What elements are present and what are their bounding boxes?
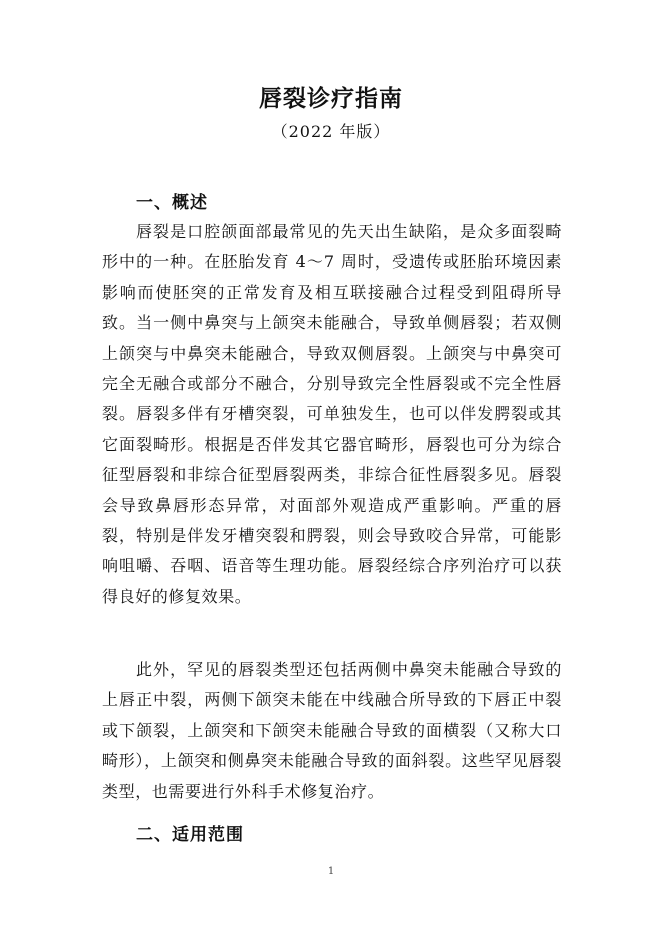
document-subtitle: （2022 年版）	[271, 122, 391, 141]
section-heading-scope: 二、适用范围	[136, 825, 244, 845]
overview-paragraph-1: 唇裂是口腔颌面部最常见的先天出生缺陷，是众多面裂畸形中的一种。在胚胎发育 4～7 周时，受遗传或胚胎环境因素影响而使胚突的正常发育及相互联接融合过程受到阻碍所导致。当一侧中鼻突与上颌突未能融合，导致单侧唇裂；若双侧上颌突与中鼻突未能融合，导致双侧唇裂。上颌突与中鼻突可完全无融合或部分不融合，分别导致完全性唇裂或不完全性唇裂。唇裂多伴有牙槽突裂，可单独发生，也可以伴发腭裂或其它面裂畸形。根据是否伴发其它器官畸形，唇裂也可分为综合征型唇裂和非综合征型唇裂两类，非综合征性唇裂多见。唇裂会导致鼻唇形态异常，对面部外观造成严重影响。严重的唇裂，特别是伴发牙槽突裂和腭裂，则会导致咬合异常，可能影响咀嚼、吞咽、语音等生理功能。唇裂经综合序列治疗可以获得良好的修复效果。	[102, 222, 562, 606]
overview-paragraph-2: 此外，罕见的唇裂类型还包括两侧中鼻突未能融合导致的上唇正中裂，两侧下颌突未能在中线融合所导致的下唇正中裂或下颌裂，上颌突和下颌突未能融合导致的面横裂（又称大口畸形），上颌突和侧鼻突未能融合导致的面斜裂。这些罕见唇裂类型，也需要进行外科手术修复治疗。	[102, 660, 562, 801]
page-number: 1	[327, 866, 335, 877]
section-heading-overview: 一、概述	[136, 193, 208, 213]
document-title: 唇裂诊疗指南	[259, 86, 403, 112]
